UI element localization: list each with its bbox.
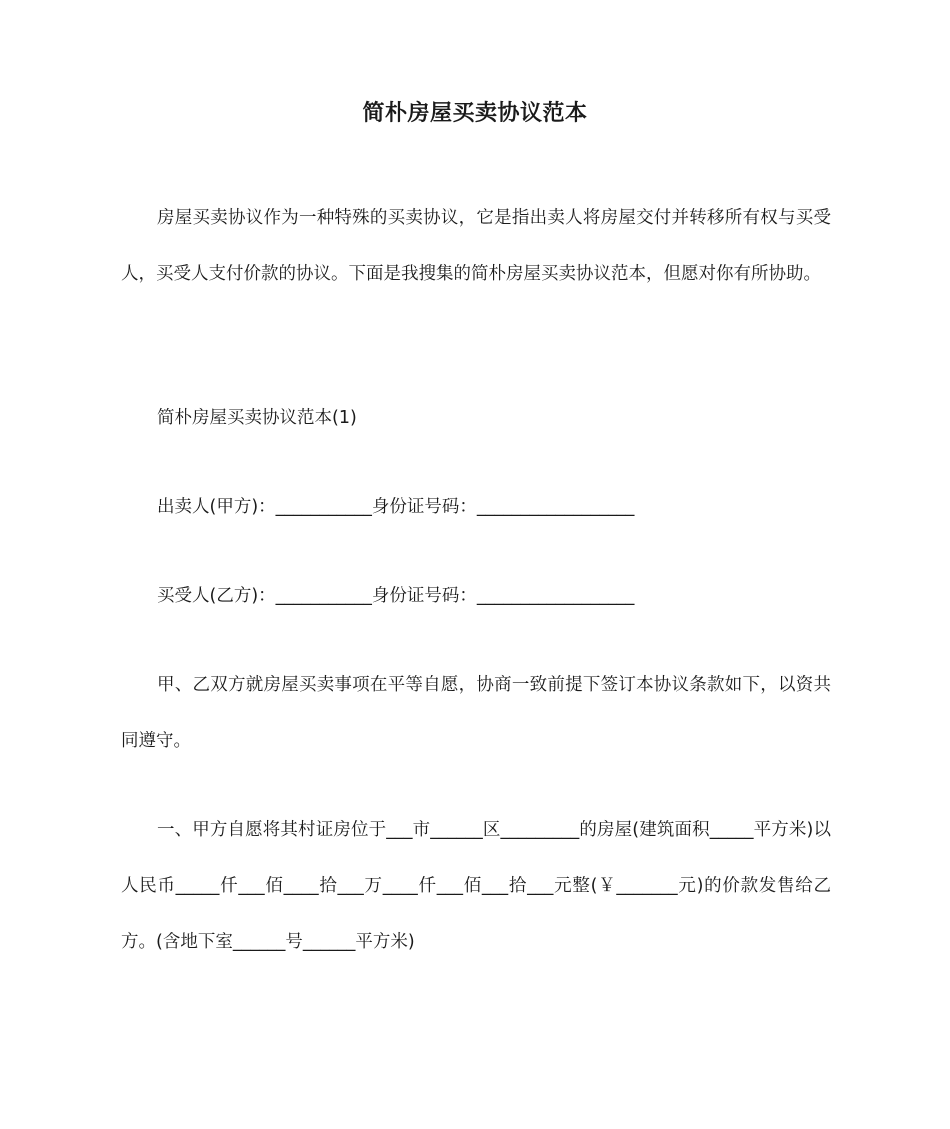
buyer-line: 买受人(乙方)：___________身份证号码：__________________ <box>157 586 635 606</box>
seller-line: 出卖人(甲方)：___________身份证号码：__________________ <box>157 497 635 517</box>
sample-heading: 简朴房屋买卖协议范本(1) <box>157 408 357 428</box>
intro-paragraph: 房屋买卖协议作为一种特殊的买卖协议，它是指出卖人将房屋交付并转移所有权与买受人，买受人支付价款的协议。下面是我搜集的简朴房屋买卖协议范本，但愿对你有所协助。 <box>121 208 831 284</box>
agreement-paragraph: 甲、乙双方就房屋买卖事项在平等自愿，协商一致前提下签订本协议条款如下，以资共同遵守。 <box>121 675 831 751</box>
document-title: 简朴房屋买卖协议范本 <box>362 101 588 126</box>
clause-one-paragraph: 一、甲方自愿将其村证房位于___市______区_________的房屋(建筑面积_____平方米)以人民币_____仟___佰____拾___万____仟___佰___拾___元整(￥_______元)的价款发售给乙方。(含地下室______号______平方米) <box>121 820 831 952</box>
